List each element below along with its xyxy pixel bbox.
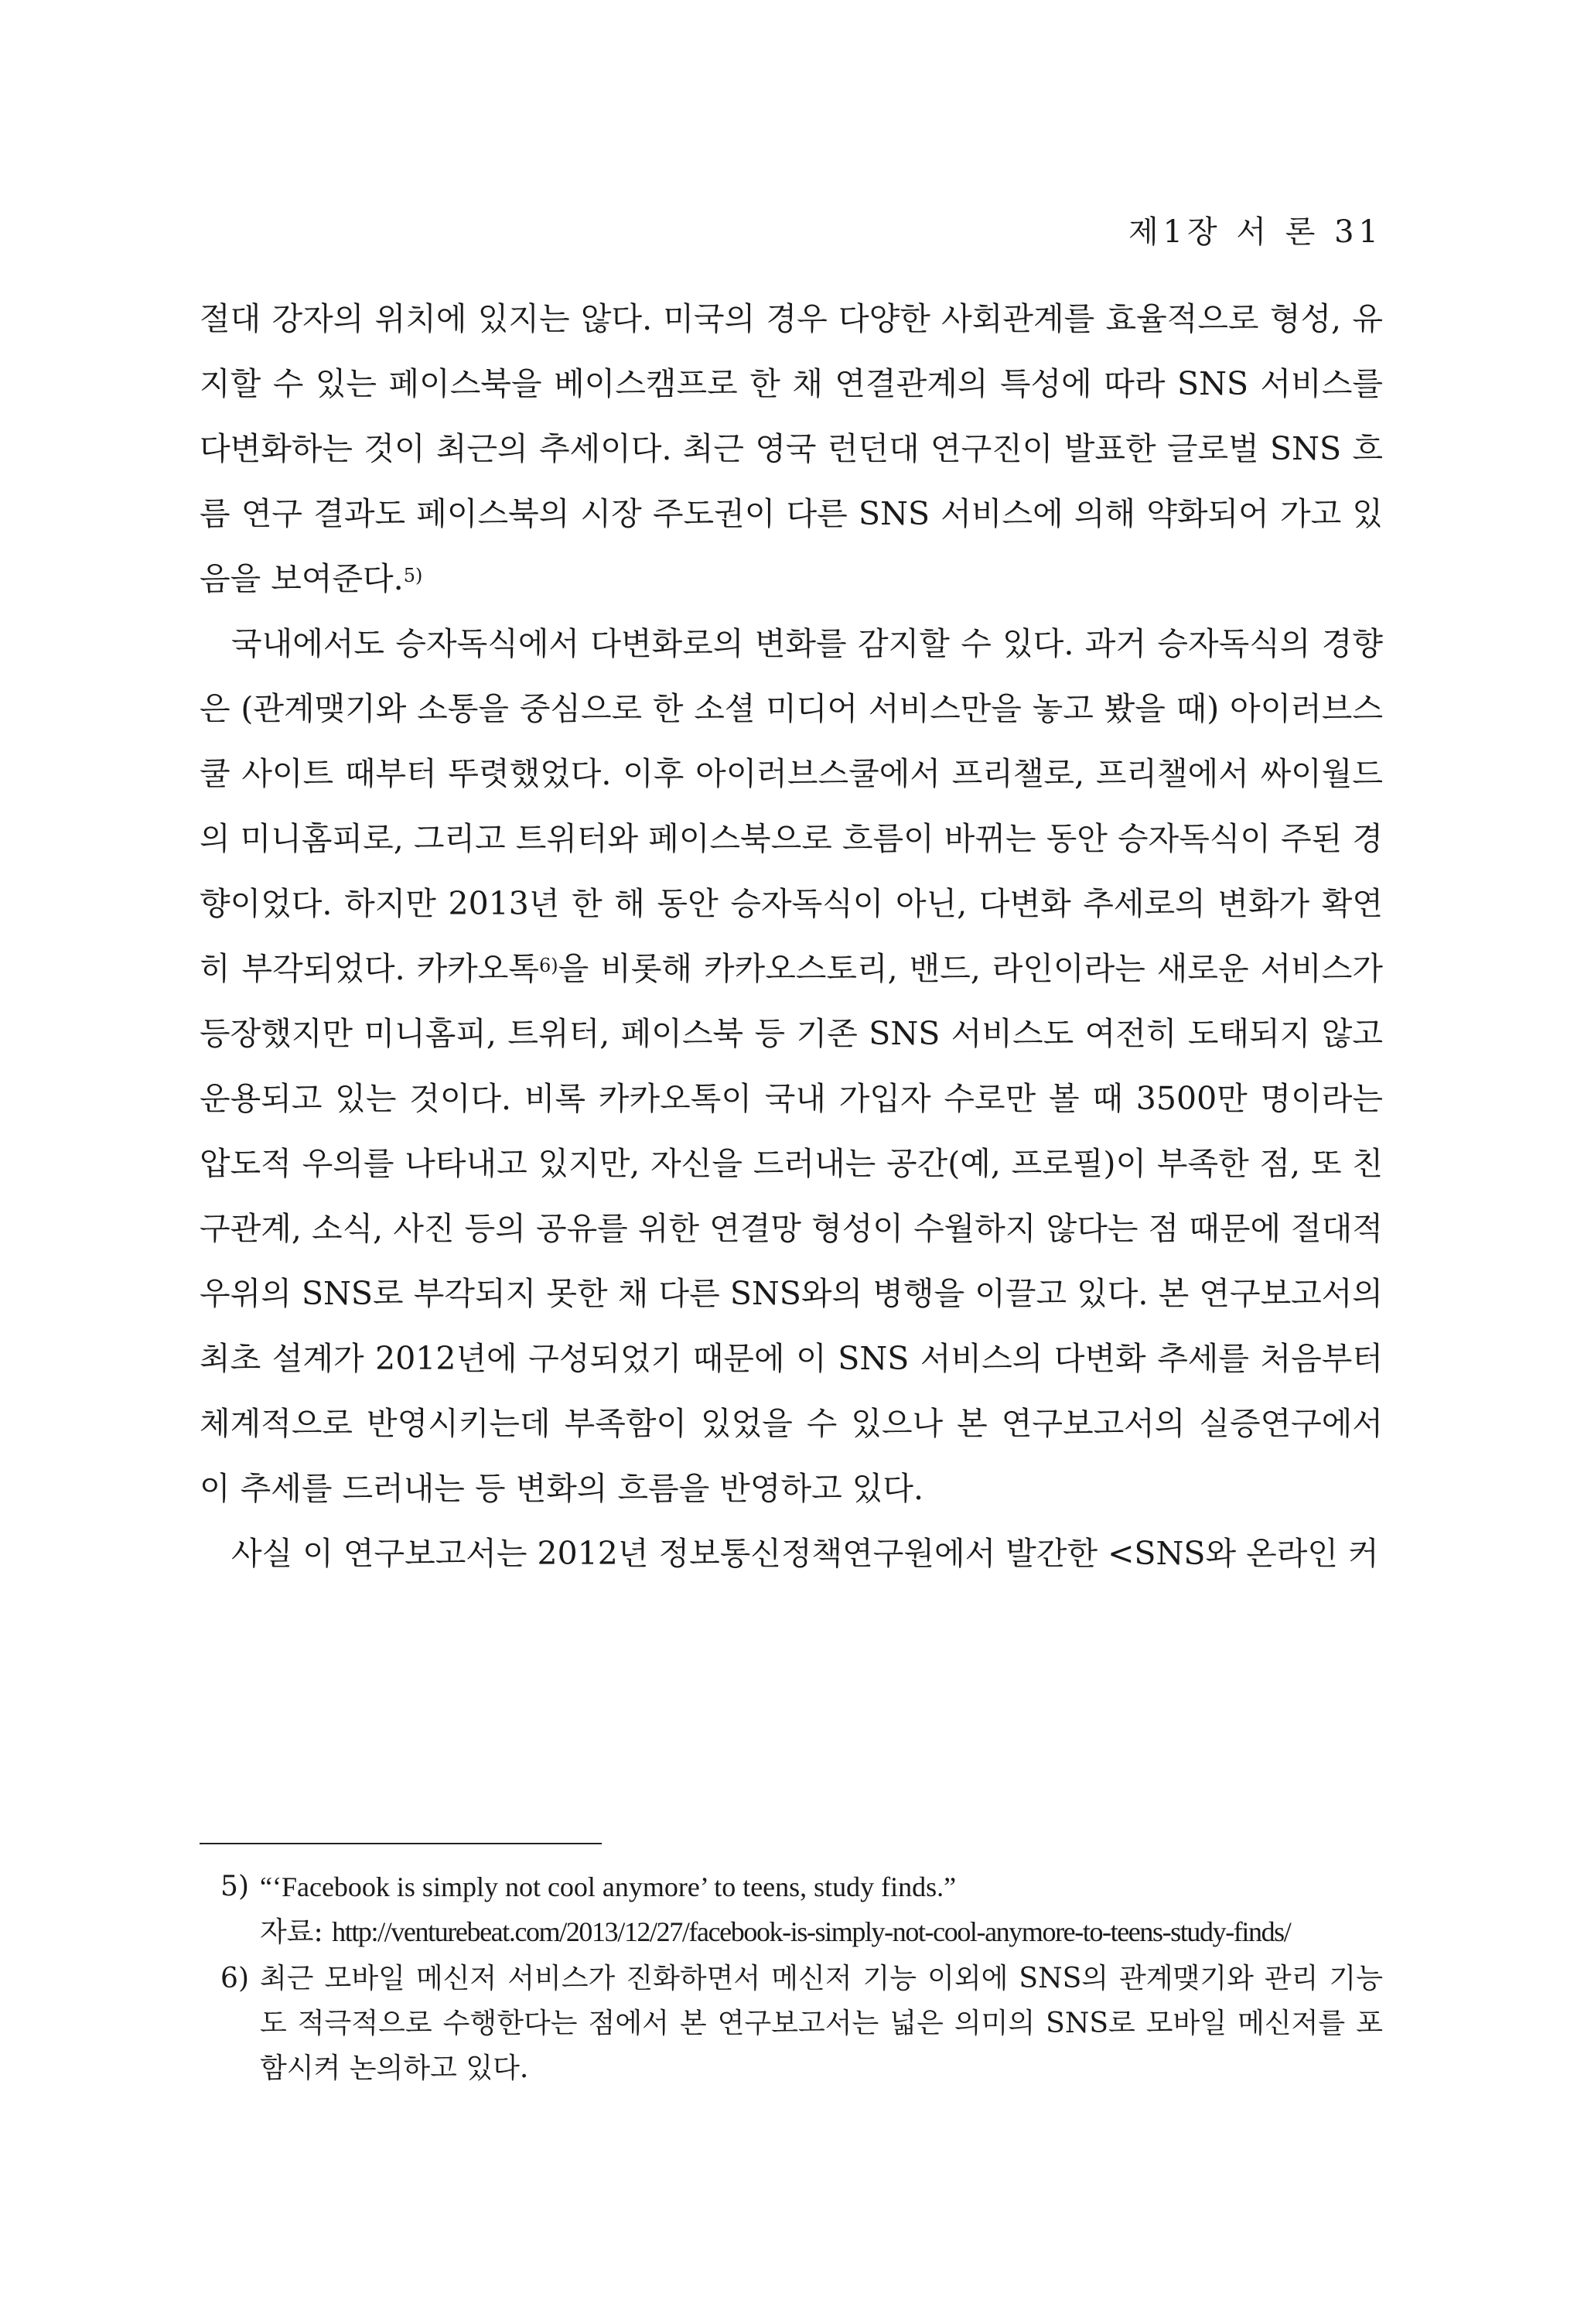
paragraph-2 [200,611,1383,1521]
footnote-number: 5) [220,1871,249,1902]
footnote-source-link[interactable]: http://venturebeat.com/2013/12/27/facebook-is-simply-not-cool-anymore-to-teens-study-finds/ [332,1916,1291,1947]
footnotes [200,1864,1383,2093]
footnote-ref-5: 5) [403,565,423,586]
running-header: 제1장 서 론 31 [1128,214,1383,250]
paragraph-3-text: 사실 이 연구보고서는 2012년 정보통신정책연구원에서 발간한 <SNS와 온라인 커 [231,1535,1379,1572]
body-text [200,286,1383,1586]
footnote-source [260,1909,1383,1955]
paragraph-2-text-a: 국내에서도 승자독식에서 다변화로의 변화를 감지할 수 있다. 과거 승자독식의 경향은 (관계맺기와 소통을 중심으로 한 소셜 미디어 서비스만을 놓고 봤을 때) 아이러브스쿨 사이트 때부터 뚜렷했었다. 이후 아이러브스쿨에서 프리챌로, 프리챌에서 싸이월드의 미니홈피로, 그리고 트위터와 페이스북으로 흐름이 바뀌는 동안 승자독식이 주된 경향이었다. 하지만 2013년 한 해 동안 승자독식이 아닌, 다변화 추세로의 변화가 확연히 부각되었다. 카카오톡 [200,625,1383,987]
footnote-ref-6: 6) [539,955,558,976]
footnote-body [260,1864,1383,1955]
footnote-number: 6) [220,1963,249,1994]
footnote-title: “‘Facebook is simply not cool anymore’ to teens, study finds.” [260,1871,957,1902]
footnote-5 [200,1864,1383,1955]
paragraph-1 [200,286,1383,611]
footnote-6 [200,1957,1383,2091]
footnote-source-label: 자료: [260,1916,333,1948]
paragraph-2-text-b: 을 비롯해 카카오스토리, 밴드, 라인이라는 새로운 서비스가 등장했지만 미니홈피, 트위터, 페이스북 등 기존 SNS 서비스도 여전히 도태되지 않고 운용되고 있는 것이다. 비록 카카오톡이 국내 가입자 수로만 볼 때 3500만 명이라는 압도적 우의를 나타내고 있지만, 자신을 드러내는 공간(예, 프로필)이 부족한 점, 또 친구관계, 소식, 사진 등의 공유를 위한 연결망 형성이 수월하지 않다는 점 때문에 절대적 우위의 SNS로 부각되지 못한 채 다른 SNS와의 병행을 이끌고 있다. 본 연구보고서의 최초 설계가 2012년에 구성되었기 때문에 이 SNS 서비스의 다변화 추세를 처음부터 체계적으로 반영시키는데 부족함이 있었을 수 있으나 본 연구보고서의 실증연구에서 이 추세를 드러내는 등 변화의 흐름을 반영하고 있다. [200,950,1383,1507]
footnote-separator [200,1843,602,1844]
paragraph-1-text: 절대 강자의 위치에 있지는 않다. 미국의 경우 다양한 사회관계를 효율적으로 형성, 유지할 수 있는 페이스북을 베이스캠프로 한 채 연결관계의 특성에 따라 SNS 서비스를 다변화하는 것이 최근의 추세이다. 최근 영국 런던대 연구진이 발표한 글로벌 SNS 흐름 연구 결과도 페이스북의 시장 주도권이 다른 SNS 서비스에 의해 약화되어 가고 있음을 보여준다. [200,300,1383,597]
footnote-body: 최근 모바일 메신저 서비스가 진화하면서 메신저 기능 이외에 SNS의 관계맺기와 관리 기능도 적극적으로 수행한다는 점에서 본 연구보고서는 넓은 의미의 SNS로 모바일 메신저를 포함시켜 논의하고 있다. [260,1963,1383,2084]
paragraph-3 [200,1521,1383,1586]
